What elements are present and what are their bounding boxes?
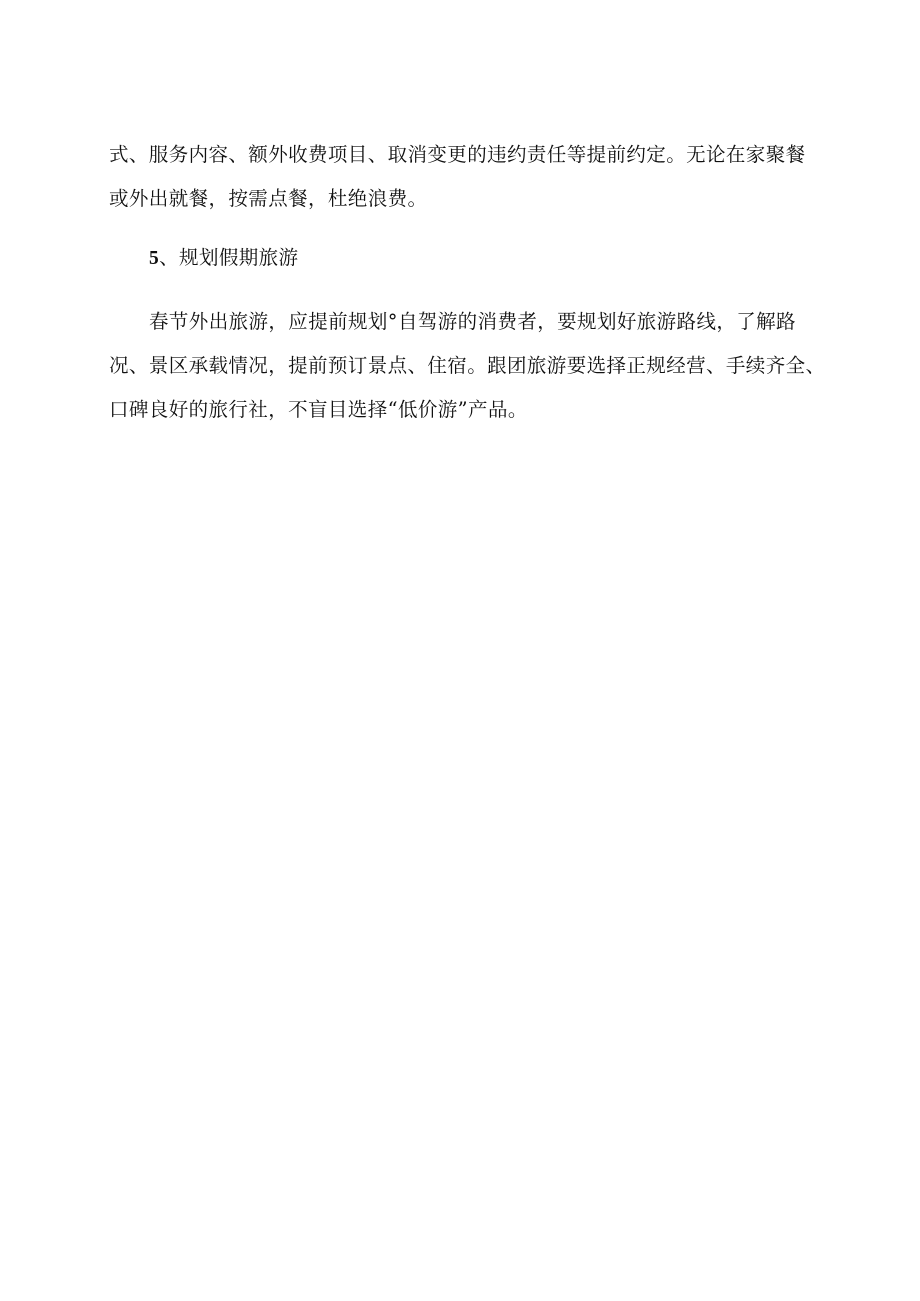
section-number: 5 — [149, 248, 160, 269]
paragraph-line: 或外出就餐，按需点餐，杜绝浪费。 — [109, 187, 428, 210]
section-heading-travel — [149, 236, 298, 281]
paragraph-line: 式、服务内容、额外收费项目、取消变更的违约责任等提前约定。无论在家聚餐 — [109, 143, 806, 166]
paragraph-line: 春节外出旅游，应提前规划°自驾游的消费者，要规划好旅游路线，了解路 — [149, 310, 796, 333]
paragraph-dining — [109, 133, 829, 221]
paragraph-line: 况、景区承载情况，提前预订景点、住宿。跟团旅游要选择正规经营、手续齐全、 — [109, 354, 826, 377]
paragraph-line: 口碑良好的旅行社，不盲目选择“低价游”产品。 — [109, 398, 528, 421]
paragraph-travel — [109, 300, 829, 432]
section-title: 、规划假期旅游 — [159, 246, 299, 269]
